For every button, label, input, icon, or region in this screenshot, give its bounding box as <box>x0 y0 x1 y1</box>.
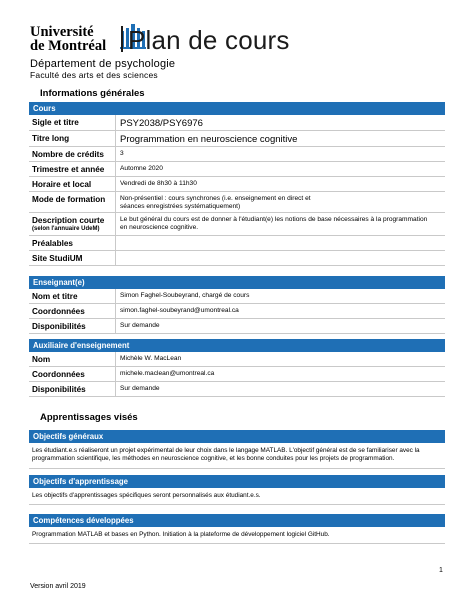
course-table-header: Cours <box>29 102 445 115</box>
row-value: Automne 2020 <box>115 162 445 176</box>
table-row <box>29 289 445 304</box>
table-row <box>29 192 445 213</box>
table-row <box>29 213 445 236</box>
table-row <box>29 162 445 177</box>
row-label: Disponibilités <box>32 385 86 394</box>
row-value: Simon Faghel-Soubeyrand, chargé de cours <box>115 289 445 303</box>
assistant-email-link[interactable]: michele.maclean@umontreal.ca <box>115 367 445 381</box>
row-label: Trimestre et année <box>32 165 105 174</box>
row-label: Horaire et local <box>32 180 92 189</box>
title-divider <box>121 26 123 52</box>
row-value: Le but général du cours est de donner à l'étudiant(e) les notions de base nécessaires à la programmation en neuroscience cognitive. <box>115 213 445 235</box>
learning-objectives-block <box>29 475 445 505</box>
row-label: Titre long <box>32 134 70 143</box>
table-row <box>29 236 445 251</box>
row-label: Mode de formation <box>32 195 106 204</box>
learning-objectives-text: Les objectifs d'apprentissages spécifiques seront personnalisés aux étudiant.e.s. <box>29 488 445 505</box>
row-value: Sur demande <box>115 382 445 396</box>
table-row <box>29 115 445 131</box>
row-value: Non-présentiel : cours synchrones (i.e. enseignement en direct et séances enregistrées systématiquement) <box>115 192 445 212</box>
table-row <box>29 177 445 192</box>
table-row <box>29 319 445 334</box>
department-name: Département de psychologie <box>30 58 176 70</box>
assistant-table <box>29 339 445 397</box>
teacher-table <box>29 276 445 334</box>
skills-block <box>29 514 445 544</box>
row-value: Programmation en neuroscience cognitive <box>115 131 445 146</box>
table-row <box>29 147 445 162</box>
table-row <box>29 352 445 367</box>
row-sublabel: (selon l'annuaire UdeM) <box>32 226 100 232</box>
skills-text: Programmation MATLAB et bases en Python. Initiation à la plateforme de développement logiciel GitHub. <box>29 527 445 544</box>
udem-logo <box>30 22 130 62</box>
row-value: 3 <box>115 147 445 161</box>
learning-objectives-header: Objectifs d'apprentissage <box>29 475 445 488</box>
teacher-email-link[interactable]: simon.faghel-soubeyrand@umontreal.ca <box>115 304 445 318</box>
table-row <box>29 251 445 266</box>
row-label: Coordonnées <box>32 370 85 379</box>
assistant-table-header: Auxiliaire d'enseignement <box>29 339 445 352</box>
row-value <box>115 236 445 250</box>
row-label: Nom <box>32 355 51 364</box>
version-note: Version avril 2019 <box>30 583 86 590</box>
section-title-learning: Apprentissages visés <box>40 412 138 423</box>
row-label: Nombre de crédits <box>32 150 104 159</box>
section-title-general: Informations générales <box>40 88 145 99</box>
row-value: Vendredi de 8h30 à 11h30 <box>115 177 445 191</box>
table-row <box>29 131 445 147</box>
course-table <box>29 102 445 266</box>
page-number: 1 <box>439 567 443 574</box>
logo-wordmark <box>30 25 106 53</box>
row-value: PSY2038/PSY6976 <box>115 115 445 130</box>
row-label: Coordonnées <box>32 307 85 316</box>
table-row <box>29 382 445 397</box>
row-value <box>115 251 445 265</box>
logo-line-1: Université <box>30 24 94 40</box>
row-label: Nom et titre <box>32 292 78 301</box>
general-objectives-block <box>29 430 445 469</box>
teacher-table-header: Enseignant(e) <box>29 276 445 289</box>
row-label-text: Description courte <box>32 216 105 225</box>
general-objectives-text: Les étudiant.e.s réaliseront un projet expérimental de leur choix dans le langage MATLAB. L'objectif général est de se familiariser avec la programmation scientifique, les méthodes en neuroscience cognitive, et les bonne conduites pour les projets de programmation. <box>29 443 445 469</box>
row-label: Disponibilités <box>32 322 86 331</box>
row-value: Michèle W. MacLean <box>115 352 445 366</box>
row-label <box>29 213 115 235</box>
row-label: Site StudiUM <box>32 254 83 263</box>
row-value: Sur demande <box>115 319 445 333</box>
page-title: Plan de cours <box>128 25 290 55</box>
table-row <box>29 304 445 319</box>
table-row <box>29 367 445 382</box>
logo-line-2: de Montréal <box>30 38 107 54</box>
row-label: Sigle et titre <box>32 118 79 127</box>
general-objectives-header: Objectifs généraux <box>29 430 445 443</box>
row-label: Préalables <box>32 239 73 248</box>
faculty-name: Faculté des arts et des sciences <box>30 70 158 80</box>
skills-header: Compétences développées <box>29 514 445 527</box>
